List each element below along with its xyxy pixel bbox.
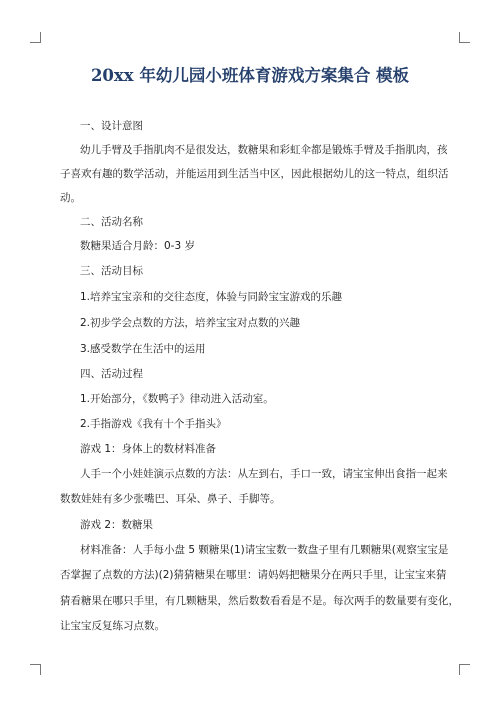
paragraph-line: 动。 [60, 192, 81, 204]
section-heading-activity-name: 二、活动名称 [80, 216, 143, 228]
list-item: 1.培养宝宝亲和的交往态度，体验与同龄宝宝游戏的乐趣 [80, 291, 343, 303]
paragraph-line: 幼儿手臂及手指肌肉不是很发达，数糖果和彩虹伞都是锻炼手臂及手指肌肉，孩 [80, 144, 448, 156]
crop-mark-bottom-right [459, 664, 470, 675]
paragraph-line: 否掌握了点数的方法)(2)猜猜糖果在哪里：请妈妈把糖果分在两只手里，让宝宝来猜 [60, 569, 447, 581]
paragraph-line: 数数娃娃有多少张嘴巴、耳朵、鼻子、手脚等。 [60, 493, 281, 505]
paragraph-line: 数糖果适合月龄：0-3 岁 [80, 240, 195, 252]
game-heading: 游戏 2：数糖果 [80, 519, 154, 531]
list-item: 2.手指游戏《我有十个手指头》 [80, 418, 227, 430]
list-item: 2.初步学会点数的方法，培养宝宝对点数的兴趣 [80, 317, 301, 329]
section-heading-activity-goals: 三、活动目标 [80, 265, 143, 277]
section-heading-activity-process: 四、活动过程 [80, 368, 143, 380]
list-item: 1.开始部分，《数鸭子》律动进入活动室。 [80, 393, 274, 405]
section-heading-design-intent: 一、设计意图 [80, 120, 143, 132]
paragraph-line: 子喜欢有趣的数学活动，并能运用到生活当中区，因此根据幼儿的这一特点，组织活 [60, 168, 449, 180]
paragraph-line: 人手一个小娃娃演示点数的方法：从左到右，手口一致，请宝宝伸出食指一起来 [80, 468, 448, 480]
crop-mark-top-left [30, 32, 41, 43]
document-title: 20xx 年幼儿园小班体育游戏方案集合 模板 [90, 66, 410, 85]
crop-mark-bottom-left [30, 664, 41, 675]
paragraph-line: 让宝宝反复练习点数。 [60, 620, 165, 632]
list-item: 3.感受数学在生活中的运用 [80, 343, 206, 355]
paragraph-line: 材料准备：人手每小盘 5 颗糖果(1)请宝宝数一数盘子里有几颗糖果(观察宝宝是 [80, 544, 449, 556]
paragraph-line: 猜看糖果在哪只手里，有几颗糖果，然后数数看看是不是。每次两手的数量要有变化， [60, 595, 459, 607]
game-heading: 游戏 1：身体上的数材料准备 [80, 443, 217, 455]
crop-mark-top-right [459, 32, 470, 43]
